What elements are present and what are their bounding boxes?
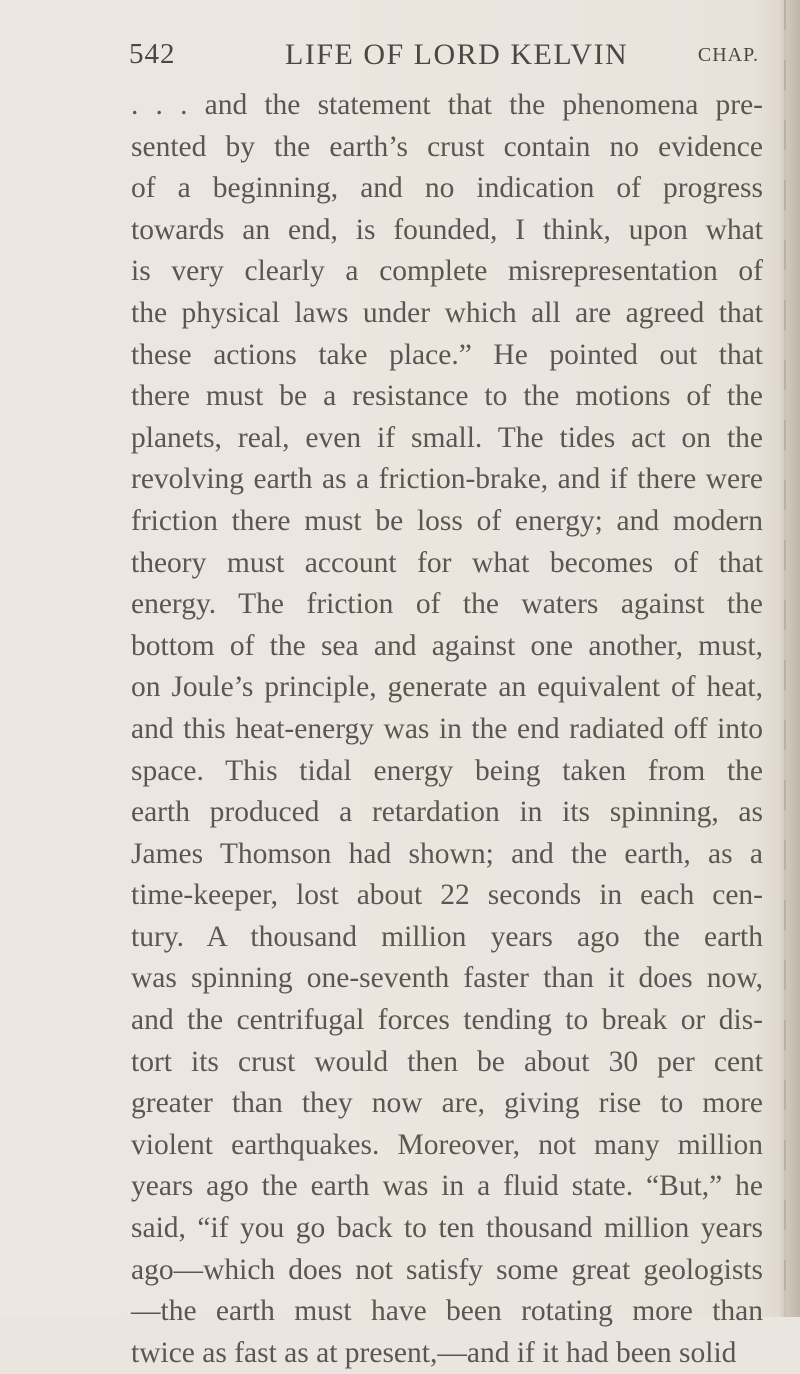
text-line: James Thomson had shown; and the earth, as a <box>131 837 763 870</box>
text-line: . . . and the statement that the phenomena pre- <box>131 89 763 121</box>
text-line: the physical laws under which all are agreed that <box>131 296 763 329</box>
text-line: friction there must be loss of energy; and modern <box>131 504 763 537</box>
text-line: was spinning one-seventh faster than it does now, <box>131 962 763 995</box>
text-line: ago—which does not satisfy some great geologists <box>131 1253 763 1286</box>
page-header <box>129 38 759 78</box>
text-line: violent earthquakes. Moreover, not many million <box>131 1128 763 1161</box>
text-line: there must be a resistance to the motions of the <box>131 380 763 413</box>
text-line: years ago the earth was in a fluid state. “But,” he <box>131 1170 763 1203</box>
page-number: 542 <box>129 38 176 70</box>
text-line: time-keeper, lost about 22 seconds in each cen- <box>131 879 763 912</box>
text-line: these actions take place.” He pointed out that <box>131 338 763 371</box>
chapter-label: CHAP. <box>697 44 759 66</box>
text-line: tort its crust would then be about 30 per cent <box>131 1045 763 1078</box>
text-line: planets, real, even if small. The tides act on the <box>131 421 763 454</box>
text-line: earth produced a retardation in its spinning, as <box>131 796 763 829</box>
text-line: towards an end, is founded, I think, upon what <box>131 213 763 246</box>
text-line: is very clearly a complete misrepresentation of <box>131 255 763 288</box>
text-line: theory must account for what becomes of that <box>131 546 763 579</box>
text-line: energy. The friction of the waters against the <box>131 588 763 621</box>
text-line: bottom of the sea and against one another, must, <box>131 629 763 662</box>
text-line: said, “if you go back to ten thousand million years <box>131 1212 763 1245</box>
text-line: revolving earth as a friction-brake, and if there were <box>131 463 763 496</box>
text-line: tury. A thousand million years ago the earth <box>131 920 763 953</box>
text-line: of a beginning, and no indication of progress <box>131 172 763 205</box>
text-line: greater than they now are, giving rise to more <box>131 1087 763 1120</box>
text-line: sented by the earth’s crust contain no evidence <box>131 130 763 163</box>
text-line: and this heat-energy was in the end radiated off into <box>131 712 763 745</box>
running-title: LIFE OF LORD KELVIN <box>285 38 629 71</box>
page-edge <box>778 0 800 1317</box>
text-line: space. This tidal energy being taken from the <box>131 754 763 787</box>
text-line: twice as fast as at present,—and if it had been solid <box>131 1336 737 1369</box>
text-line: —the earth must have been rotating more than <box>131 1295 763 1328</box>
text-line: and the centrifugal forces tending to break or dis- <box>131 1004 763 1037</box>
body-text <box>131 85 763 1374</box>
text-line: on Joule’s principle, generate an equivalent of heat, <box>131 671 763 704</box>
